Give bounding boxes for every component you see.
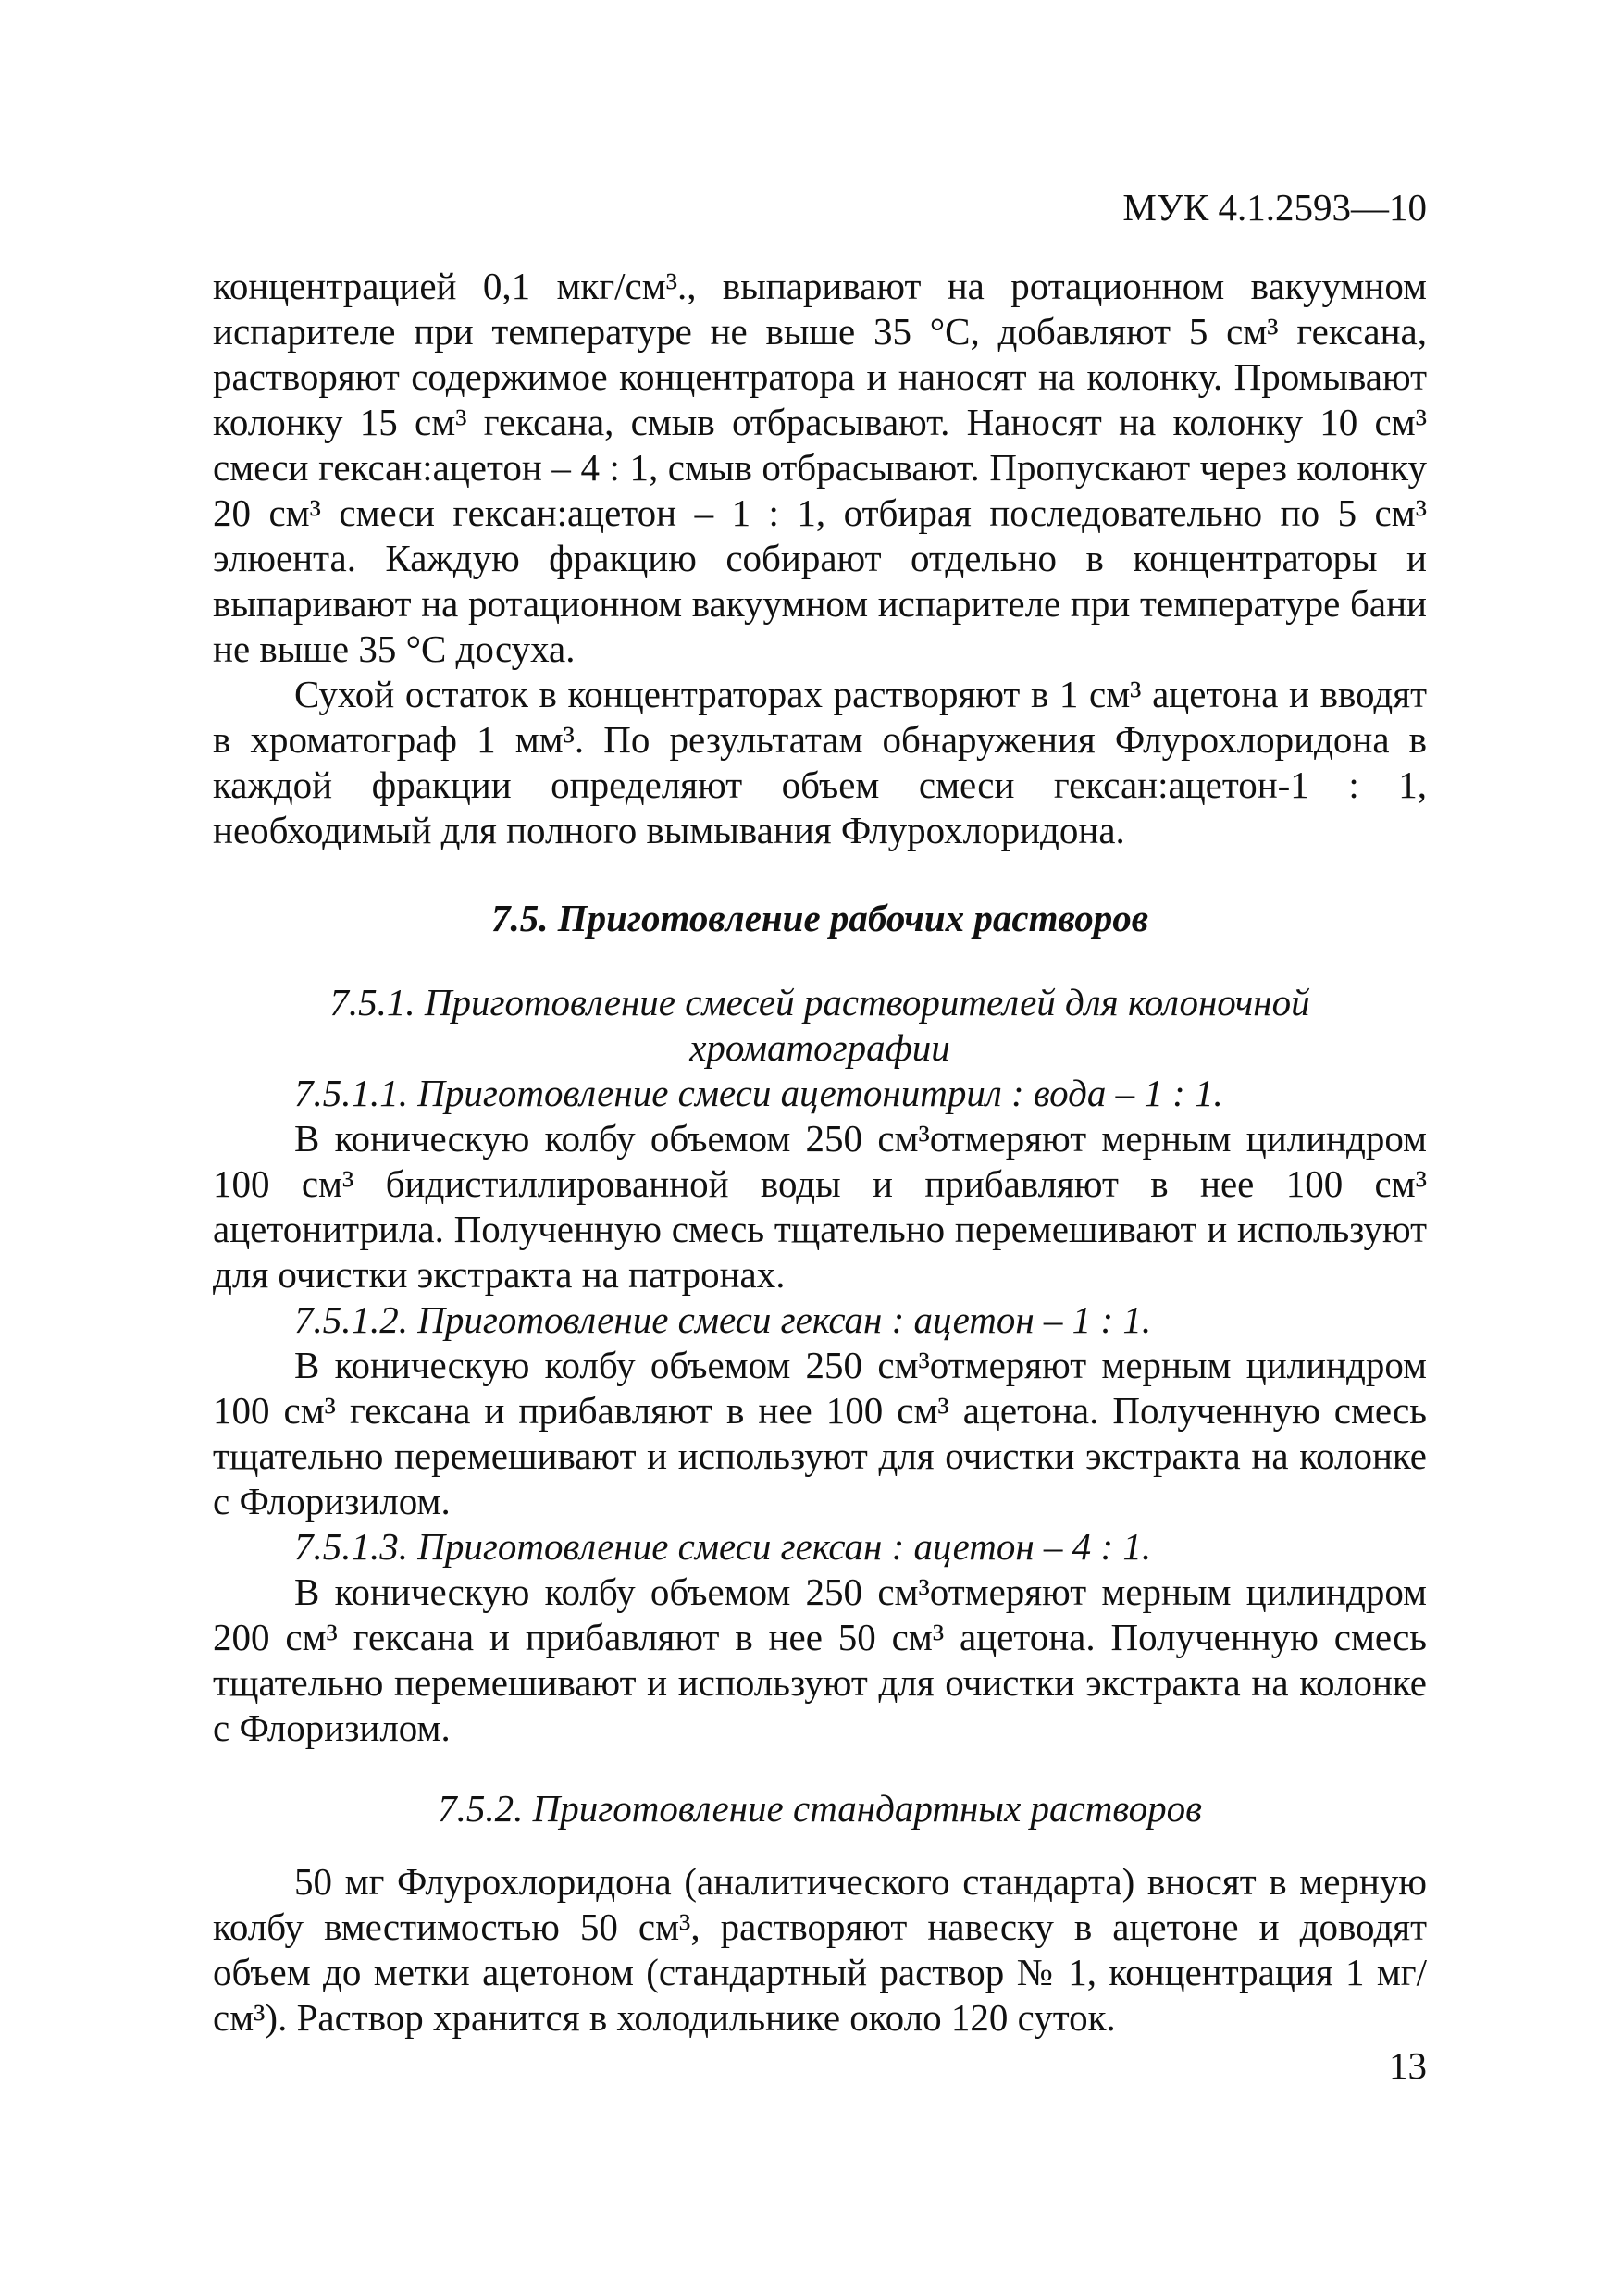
paragraph-continuation: концентрацией 0,1 мкг/см³., выпаривают на ротационном вакуумном испарителе при температуре не выше 35 °С, добавляют 5 см³ гексана, растворяют содержимое концентратора и наносят на колонку. Промывают колонку 15 см³ гексана, смыв отбрасывают. Наносят на колонку 10 см³ смеси гексан:ацетон – 4 : 1, смыв отбрасывают. Пропускают через колонку 20 см³ смеси гексан:ацетон – 1 : 1, отбирая последовательно по 5 см³ элюента. Каждую фракцию собирают отдельно в концентраторы и выпаривают на ротационном вакуумном испарителе при температуре бани не выше 35 °С досуха. (213, 265, 1427, 670)
item-text-7-5-1-3: В коническую колбу объемом 250 см³отмеряют мерным цилиндром 200 см³ гексана и прибавляют в нее 50 см³ ацетона. Полученную смесь тщательно перемешивают и используют для очистки экстракта на колонке с Флоризилом. (213, 1570, 1427, 1749)
document-code-header: МУК 4.1.2593—10 (1122, 186, 1427, 229)
body-text (213, 264, 1427, 2041)
section-title-7-5: 7.5. Приготовление рабочих растворов (490, 897, 1149, 939)
subsection-title-7-5-1: 7.5.1. Приготовление смесей растворителей для колоночной хроматографии (329, 981, 1310, 1069)
item-text-7-5-1-2: В коническую колбу объемом 250 см³отмеряют мерным цилиндром 100 см³ гексана и прибавляют в нее 100 см³ ацетона. Полученную смесь тщательно перемешивают и используют для очистки экстракта на колонке с Флоризилом. (213, 1344, 1427, 1522)
subsection-title-7-5-2: 7.5.2. Приготовление стандартных растворов (438, 1787, 1202, 1830)
item-text-7-5-1-1: В коническую колбу объемом 250 см³отмеряют мерным цилиндром 100 см³ бидистиллированной воды и прибавляют в нее 100 см³ ацетонитрила. Полученную смесь тщательно перемешивают и используют для очистки экстракта на патронах. (213, 1117, 1427, 1296)
page-number: 13 (1389, 2044, 1427, 2087)
paragraph-dry-residue: Сухой остаток в концентраторах растворяют в 1 см³ ацетона и вводят в хроматограф 1 мм³. По результатам обнаружения Флурохлоридона в каждой фракции определяют объем смеси гексан:ацетон-1 : 1, необходимый для полного вымывания Флурохлоридона. (213, 673, 1427, 851)
item-heading-7-5-1-2: 7.5.1.2. Приготовление смеси гексан : ацетон – 1 : 1. (294, 1298, 1152, 1341)
item-heading-7-5-1-3: 7.5.1.3. Приготовление смеси гексан : ацетон – 4 : 1. (294, 1525, 1152, 1568)
item-heading-7-5-1-1: 7.5.1.1. Приготовление смеси ацетонитрил : вода – 1 : 1. (294, 1072, 1223, 1114)
paragraph-standard-solution: 50 мг Флурохлоридона (аналитического стандарта) вносят в мерную колбу вместимостью 50 см³, растворяют навеску в ацетоне и доводят объем до метки ацетоном (стандартный раствор № 1, концентрация 1 мг/см³). Раствор хранится в холодильнике около 120 суток. (213, 1860, 1427, 2039)
